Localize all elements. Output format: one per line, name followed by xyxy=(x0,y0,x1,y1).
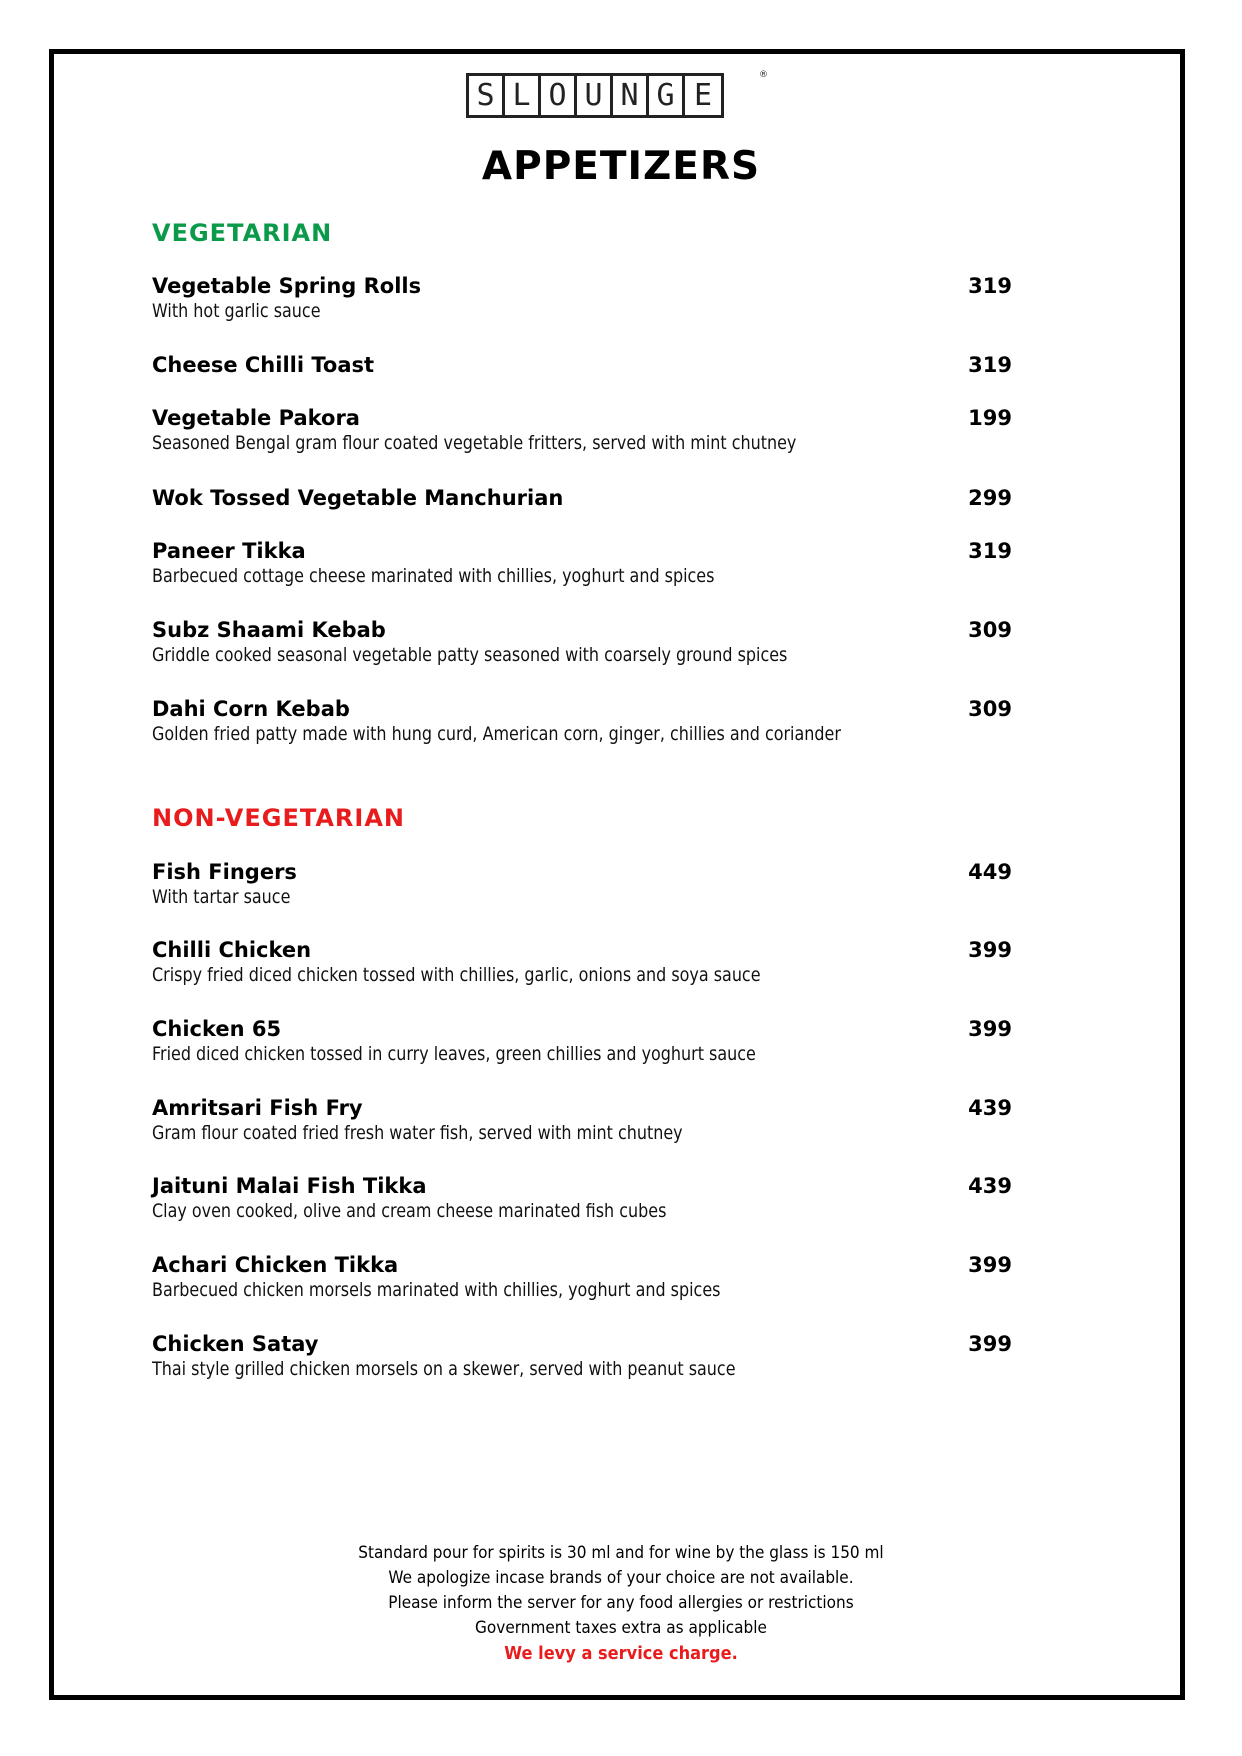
item-price: 439 xyxy=(968,1174,1012,1198)
logo-letter: G xyxy=(649,76,685,115)
logo-letter: L xyxy=(505,76,541,115)
item-description: Fried diced chicken tossed in curry leaves, green chillies and yoghurt sauce xyxy=(152,1043,756,1065)
footer-notes xyxy=(0,1541,1242,1666)
item-price: 399 xyxy=(968,1253,1012,1277)
footer-line-taxes: Government taxes extra as applicable xyxy=(475,1618,767,1638)
item-price: 449 xyxy=(968,860,1012,884)
item-description: Seasoned Bengal gram flour coated vegetable fritters, served with mint chutney xyxy=(152,432,797,454)
footer-line-allergies: Please inform the server for any food allergies or restrictions xyxy=(388,1593,854,1613)
item-description: Barbecued cottage cheese marinated with chillies, yoghurt and spices xyxy=(152,565,715,587)
menu-item xyxy=(152,539,1012,587)
item-name: Paneer Tikka xyxy=(152,539,306,563)
item-name: Vegetable Spring Rolls xyxy=(152,274,422,298)
menu-item xyxy=(152,618,1012,666)
item-name: Cheese Chilli Toast xyxy=(152,353,375,377)
item-name: Jaituni Malai Fish Tikka xyxy=(152,1174,427,1198)
footer-line-apology: We apologize incase brands of your choice are not available. xyxy=(388,1568,854,1588)
item-name: Achari Chicken Tikka xyxy=(152,1253,399,1277)
menu-item xyxy=(152,697,1012,745)
item-name: Wok Tossed Vegetable Manchurian xyxy=(152,486,564,510)
item-description: Thai style grilled chicken morsels on a skewer, served with peanut sauce xyxy=(152,1358,736,1380)
item-name: Chicken Satay xyxy=(152,1332,319,1356)
section-heading-vegetarian: VEGETARIAN xyxy=(152,219,333,247)
item-description: Golden fried patty made with hung curd, American corn, ginger, chillies and coriander xyxy=(152,723,841,745)
item-name: Subz Shaami Kebab xyxy=(152,618,386,642)
footer-line-service-charge: We levy a service charge. xyxy=(504,1643,738,1664)
item-description: Clay oven cooked, olive and cream cheese marinated fish cubes xyxy=(152,1200,667,1222)
item-description: Crispy fried diced chicken tossed with chillies, garlic, onions and soya sauce xyxy=(152,964,761,986)
registered-mark: ® xyxy=(759,70,768,80)
item-price: 309 xyxy=(968,618,1012,642)
item-name: Dahi Corn Kebab xyxy=(152,697,350,721)
menu-item xyxy=(152,938,1012,986)
item-name: Chilli Chicken xyxy=(152,938,312,962)
item-description: Barbecued chicken morsels marinated with chillies, yoghurt and spices xyxy=(152,1279,721,1301)
item-price: 319 xyxy=(968,353,1012,377)
item-price: 319 xyxy=(968,274,1012,298)
menu-item xyxy=(152,274,1012,322)
menu-item xyxy=(152,860,1012,908)
item-price: 399 xyxy=(968,1332,1012,1356)
logo-letter: N xyxy=(613,76,649,115)
item-name: Fish Fingers xyxy=(152,860,297,884)
footer-line-pour: Standard pour for spirits is 30 ml and for wine by the glass is 150 ml xyxy=(358,1543,884,1563)
menu-item xyxy=(152,1253,1012,1301)
logo-letter: E xyxy=(693,78,713,113)
item-description: With tartar sauce xyxy=(152,886,291,908)
item-price: 199 xyxy=(968,406,1012,430)
section-heading-nonvegetarian: NON-VEGETARIAN xyxy=(152,804,406,832)
item-name: Vegetable Pakora xyxy=(152,406,360,430)
item-name: Chicken 65 xyxy=(152,1017,282,1041)
logo-letter: S xyxy=(469,76,505,115)
item-price: 439 xyxy=(968,1096,1012,1120)
page-title: APPETIZERS xyxy=(481,144,761,189)
item-price: 399 xyxy=(968,1017,1012,1041)
logo-letter: O xyxy=(541,76,577,115)
item-price: 399 xyxy=(968,938,1012,962)
item-price: 299 xyxy=(968,486,1012,510)
item-name: Amritsari Fish Fry xyxy=(152,1096,363,1120)
menu-item xyxy=(152,486,1012,510)
menu-item xyxy=(152,1096,1012,1144)
logo-letter: U xyxy=(577,76,613,115)
menu-item xyxy=(152,353,1012,377)
menu-item xyxy=(152,1332,1012,1380)
item-description: Griddle cooked seasonal vegetable patty seasoned with coarsely ground spices xyxy=(152,644,788,666)
item-price: 319 xyxy=(968,539,1012,563)
item-description: Gram flour coated fried fresh water fish, served with mint chutney xyxy=(152,1122,683,1144)
slounge-logo xyxy=(466,73,724,118)
menu-item xyxy=(152,1174,1012,1222)
menu-item xyxy=(152,1017,1012,1065)
item-description: With hot garlic sauce xyxy=(152,300,321,322)
item-price: 309 xyxy=(968,697,1012,721)
menu-item xyxy=(152,406,1012,454)
